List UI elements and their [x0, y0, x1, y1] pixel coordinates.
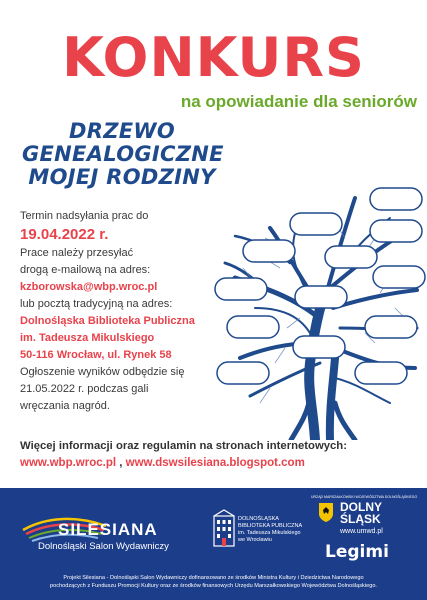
address-line-1: Dolnośląska Biblioteka Publiczna	[20, 315, 195, 327]
poster-subtitle: na opowiadanie dla seniorów	[180, 92, 417, 111]
dolny-slask-logo	[340, 501, 382, 525]
address-line-3: 50-116 Wrocław, ul. Rynek 58	[20, 349, 172, 361]
library-line-1: DOLNOŚLĄSKA	[238, 516, 279, 522]
funding-note-line-1: Projekt Silesiana - Dolnośląski Salon Wydawniczy dofinansowano ze środków Ministra Kultury i Dziedzictwa Narodowego	[63, 575, 364, 581]
contest-info	[20, 208, 220, 415]
heading-line-2: GENEALOGICZNE	[22, 142, 224, 166]
deadline-label: Termin nadsyłania prac do	[20, 210, 149, 222]
silesiana-subtitle: Dolnośląski Salon Wydawniczy	[38, 541, 169, 552]
family-tree-illustration	[195, 168, 427, 440]
address-line-2: im. Tadeusza Mikulskiego	[20, 332, 155, 344]
ds-name-line-2: ŚLĄSK	[340, 512, 381, 526]
more-info-text: Więcej informacji oraz regulamin na stronach internetowych:	[20, 440, 347, 452]
email-address[interactable]: kzborowska@wbp.wroc.pl	[20, 281, 158, 293]
sponsor-footer	[0, 488, 427, 600]
silesiana-name: SILESIANA	[58, 520, 158, 539]
link-wbp[interactable]: www.wbp.wroc.pl	[20, 457, 117, 469]
eagle-crest-icon	[318, 502, 334, 522]
ds-website[interactable]: www.umwd.pl	[340, 528, 383, 535]
website-links	[20, 457, 305, 469]
funding-note-line-2: pochodzących z Funduszu Promocji Kultury oraz ze środków finansowych Urzędu Marszałkowskiego Województwa Dolnośląskiego.	[50, 583, 377, 589]
results-line-2: 21.05.2022 r. podczas gali	[20, 383, 149, 395]
library-name	[238, 516, 302, 544]
legimi-logo: Legimi	[325, 542, 389, 562]
post-label: lub pocztą tradycyjną na adres:	[20, 298, 173, 310]
poster-title: KONKURS	[62, 26, 365, 89]
funding-note	[10, 574, 417, 590]
contest-heading	[22, 120, 222, 189]
library-line-3: im. Tadeusza Mikulskiego	[238, 530, 301, 536]
link-dswsilesiana[interactable]: www.dswsilesiana.blogspot.com	[125, 457, 305, 469]
library-line-4: we Wrocławiu	[238, 537, 272, 543]
results-line-3: wręczania nagród.	[20, 400, 110, 412]
results-line-1: Ogłoszenie wyników odbędzie się	[20, 366, 185, 378]
deadline-date: 19.04.2022 r.	[20, 226, 109, 243]
send-instruction-1: Prace należy przesyłać	[20, 247, 134, 259]
heading-line-1: DRZEWO	[69, 119, 175, 143]
send-instruction-2: drogą e-mailową na adres:	[20, 264, 151, 276]
ds-name-line-1: DOLNY	[340, 500, 382, 514]
library-line-2: BIBLIOTEKA PUBLICZNA	[238, 523, 303, 529]
link-separator: ,	[116, 457, 126, 469]
ds-office-name: URZĄD MARSZAŁKOWSKI WOJEWÓDZTWA DOLNOŚLĄSKIEGO	[311, 495, 418, 499]
heading-line-3: MOJEJ RODZINY	[28, 165, 216, 189]
